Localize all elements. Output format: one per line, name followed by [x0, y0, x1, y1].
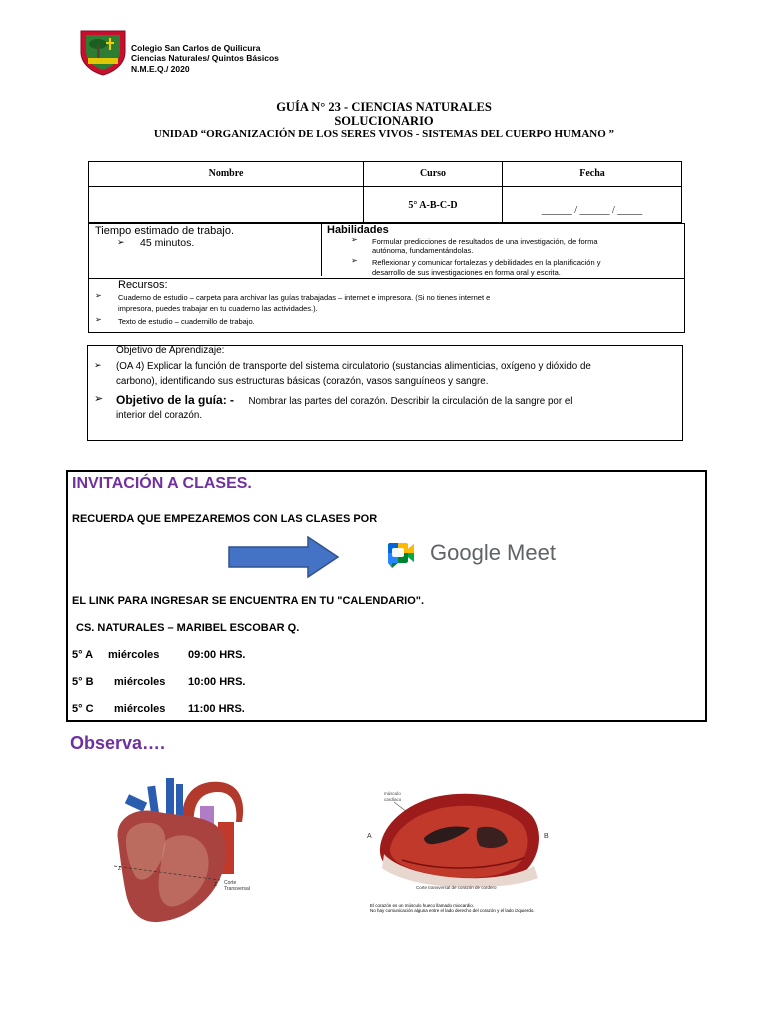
solution-title: SOLUCIONARIO [334, 114, 434, 128]
time-value: 45 minutos. [140, 237, 195, 249]
subject-line: Ciencias Naturales/ Quintos Básicos [131, 53, 279, 63]
skill-item-2-line2: desarrollo de sus investigaciones en forma oral y escrita. [372, 268, 561, 277]
resources-label: Recursos: [118, 279, 168, 291]
guide-title: GUÍA N° 23 - CIENCIAS NATURALES [276, 100, 492, 114]
resource-item-2: Texto de estudio – cuadernillo de trabajo. [118, 317, 255, 326]
document-code: N.M.E.Q./ 2020 [131, 64, 190, 74]
arrow-bullet-icon: ➢ [351, 256, 358, 265]
skill-item-1-line2: autónoma, fundamentándolas. [372, 246, 474, 255]
header-fecha: Fecha [579, 168, 605, 179]
heart-illustration [96, 770, 256, 925]
schedule-row: 5° B miércoles 10:00 HRS. [72, 676, 246, 688]
student-info-table [88, 161, 682, 223]
arrow-bullet-icon: ➢ [117, 237, 125, 247]
google-meet-label[interactable]: Google Meet [430, 540, 556, 565]
invitation-title: INVITACIÓN A CLASES. [72, 475, 252, 492]
resource-item-1-line1: Cuaderno de estudio – carpeta para archivar las guías trabajadas – internet e impresora. (Si no tienes internet e [118, 293, 491, 302]
guide-objective-label: Objetivo de la guía: - [116, 393, 235, 407]
objective-box [87, 345, 683, 441]
oa-code: (OA 4) [116, 361, 145, 372]
school-name: Colegio San Carlos de Quilicura [131, 43, 261, 53]
teacher-name: CS. NATURALES – MARIBEL ESCOBAR Q. [76, 622, 300, 634]
muscle-label: músculo cardíaco [384, 791, 402, 802]
schedule-row: 5° C miércoles 11:00 HRS. [72, 703, 245, 715]
arrow-bullet-icon: ➢ [351, 235, 358, 244]
svg-text:Z: Z [214, 882, 218, 888]
arrow-bullet-icon: ➢ [94, 393, 104, 405]
fecha-field[interactable]: ______ / ______ / _____ [541, 205, 643, 216]
schedule-row: 5° A miércoles 09:00 HRS. [72, 649, 246, 661]
heart-cut-label: Corte Transversal [224, 880, 250, 892]
oa-text-line2: carbono), identificando sus estructuras básicas (corazón, vasos sanguíneos y sangre. [116, 376, 489, 387]
observe-title: Observa…. [70, 733, 166, 753]
arrow-bullet-icon: ➢ [95, 315, 102, 324]
heart-cross-section-photo [374, 788, 546, 890]
resource-item-1-line2: impresora, puedes trabajar en tu cuaderno las actividades.). [118, 304, 318, 313]
time-skills-resources-table [88, 223, 685, 333]
learning-objective-label: Objetivo de Aprendizaje: [116, 345, 225, 356]
class-invitation-box [66, 470, 707, 722]
oa-text-line1: Explicar la función de transporte del sistema circulatorio (sustancias alimenticias, oxígeno y dióxido de [144, 361, 591, 372]
unit-title: UNIDAD “ORGANIZACIÓN DE LOS SERES VIVOS - SISTEMAS DEL CUERPO HUMANO ” [153, 128, 615, 140]
header-curso: Curso [419, 168, 447, 179]
svg-text:Z: Z [118, 866, 122, 872]
skill-item-1-line1: Formular predicciones de resultados de una investigación, de forma [372, 237, 598, 246]
cross-section-caption: Corte transversal de corazón de cordero [416, 885, 497, 890]
right-arrow-icon [228, 536, 340, 578]
school-crest-logo [78, 28, 128, 76]
heart-caption-line1: El corazón es un músculo hueco llamado miocardio. [370, 903, 475, 908]
remember-text: RECUERDA QUE EMPEZAREMOS CON LAS CLASES POR [72, 513, 378, 525]
heart-caption-line2: No hay comunicación alguna entre el lado derecho del corazón y el lado izquierdo. [370, 908, 535, 913]
name-field[interactable] [91, 188, 361, 220]
skills-label: Habilidades [327, 224, 389, 236]
time-label: Tiempo estimado de trabajo. [95, 225, 234, 237]
calendar-link-text: EL LINK PARA INGRESAR SE ENCUENTRA EN TU "CALENDARIO". [72, 595, 425, 607]
guide-objective-text: Nombrar las partes del corazón. Describir la circulación de la sangre por el [248, 396, 573, 407]
google-meet-logo-icon[interactable] [386, 538, 418, 570]
arrow-bullet-icon: ➢ [94, 360, 102, 370]
curso-value: 5° A-B-C-D [408, 200, 458, 211]
side-a-label: A [367, 833, 372, 840]
skill-item-2-line1: Reflexionar y comunicar fortalezas y debilidades en la planificación y [372, 258, 601, 267]
guide-objective-text-line2: interior del corazón. [116, 410, 203, 421]
header-nombre: Nombre [208, 168, 244, 179]
arrow-bullet-icon: ➢ [95, 291, 102, 300]
side-b-label: B [544, 833, 549, 840]
